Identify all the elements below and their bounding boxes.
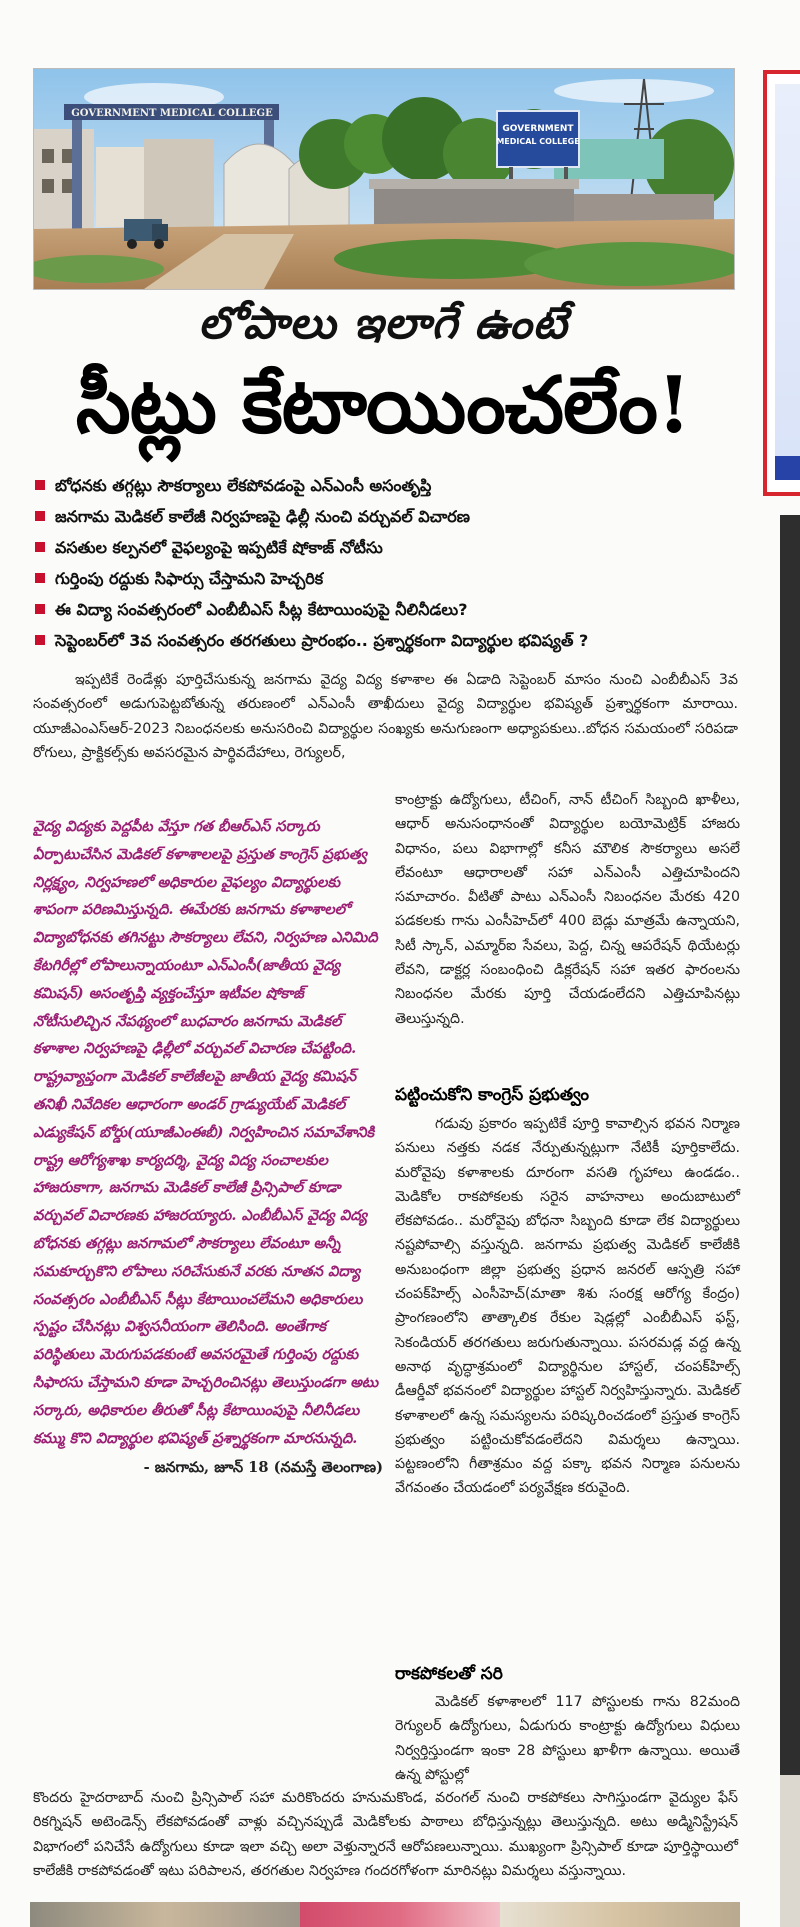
bullet-square-icon [35,542,45,552]
intro-paragraph: ఇప్పటికే రెండేళ్లు పూర్తిచేసుకున్న జనగామ వైద్య విద్య కళాశాల ఈ ఏడాది సెప్టెంబర్‌ మాసం నుంచి ఎంబీబీఎస్‌ 3వ సంవత్సరంలో అడుగుపెట్టబోతున్న తరుణంలో ఎన్‌ఎంసీ తాఖీదులు వైద్య విద్యార్థుల భవిష్యత్‌ ప్రశ్నార్థకంగా మారాయి. యూజీఎంఎస్‌ఆర్‌-2023 నిబంధనలకు అనుసరించి విద్యార్థుల సంఖ్యకు అనుగుణంగా అధ్యాపకులు..బోధన సమయంలో సరిపడా రోగులు, ప్రాక్టికల్స్‌కు అవసరమైన పార్థివదేహాలు, రెగ్యులర్‌, [33,672,738,761]
adjacent-ad-band [775,456,800,480]
closing-paragraph: కొందరు హైదరాబాద్‌ నుంచి ప్రిన్సిపాల్‌ సహా మరికొందరు హనుమకొండ, వరంగల్‌ నుంచి రాకపోకలు సాగిస్తుండగా వైద్యుల ఫేస్‌ రికగ్నిషన్‌ అటెండెన్స్‌ లేకపోవడంతో వాళ్లు వచ్చినప్పుడే మెడికోలకు పాఠాలు బోధిస్తున్నట్లు తెలుస్తున్నది. అటు అడ్మినిస్ట్రేషన్‌ విభాగంలో పనిచేసే ఉద్యోగులు కూడా ఇలా వచ్చి అలా వెళ్తున్నారనే ఆరోపణలున్నాయి. ముఖ్యంగా ప్రిన్సిపాల్‌ కూడా పూర్తిస్థాయిలో కాలేజీకి రాకపోవడంతో ఇటు పరిపాలన, తరగతుల నిర్వహణ గందరగోళంగా మారినట్లు విమర్శలు వస్తున్నాయి. [33,1790,738,1879]
next-photo-3 [500,1902,740,1927]
highlight-item: వసతుల కల్పనలో వైఫల్యంపై ఇప్పటికే షోకాజ్‌ నోటీసు [33,532,743,563]
adjacent-ad-frame [763,70,800,496]
left-column-highlight [33,813,383,1482]
adjacent-photo-strip [780,1775,800,1927]
adjacent-column-strip [780,515,800,1775]
next-article-photo-strip [0,1898,780,1927]
highlight-item: గుర్తింపు రద్దుకు సిఫార్సు చేస్తామని హెచ్చరిక [33,563,743,594]
bullet-square-icon [35,480,45,490]
section-congress-govt: గడువు ప్రకారం ఇప్పటికే పూర్తి కావాల్సిన భవన నిర్మాణ పనులు నత్తకు నడక నేర్పుతున్నట్లుగా నేటికీ పూర్తికాలేదు. మరోవైపు కళాశాలకు దూరంగా వసతి గృహాలు ఉండడం.. మెడికోల రాకపోకలకు సరైన వాహనాలు అందుబాటులో లేకపోవడం.. మరోవైపు బోధనా సిబ్బంది కూడా లేక విద్యార్థులు నష్టపోవాల్సి వస్తున్నది. జనగామ ప్రభుత్వ మెడికల్‌ కాలేజీకి అనుబంధంగా జిల్లా ప్రభుత్వ ప్రధాన జనరల్‌ ఆస్పత్రి సహా చంపక్‌హిల్స్‌ ఎంసీహెచ్‌(మాతా శిశు సంరక్ష ఆరోగ్య కేంద్రం) ప్రాంగణంలోని తాత్కాలిక రేకుల షెడ్లల్లో ఎంబీబీఎస్‌ ఫస్ట్‌, సెకండియర్‌ తరగతులు జరుగుతున్నాయి. పసరమడ్ల వద్ద ఉన్న అనాథ వృద్ధాశ్రమంలో విద్యార్థినుల హాస్టల్‌, చంపక్‌హిల్స్‌ డీఆర్డీవో భవనంలో విద్యార్థుల హాస్టల్‌ నిర్వహిస్తున్నారు. మెడికల్‌ కళాశాలలో ఉన్న సమస్యలను పరిష్కరించడంలో ప్రస్తుత కాంగ్రెస్‌ ప్రభుత్వం పట్టించుకోవడంలేదని విమర్శలు ఉన్నాయి. పట్టణంలోని గీతాశ్రమం వద్ద పక్కా భవన నిర్మాణ పనులను వేగవంతం చేయడంలో పర్యవేక్షణ కరువైంది. [395,1116,740,1497]
college-photo [33,68,735,290]
section-commute: మెడికల్‌ కళాశాలలో 117 పోస్టులకు గాను 82మంది రెగ్యులర్‌ ఉద్యోగులు, ఏడుగురు కాంట్రాక్టు ఉద్యోగులు విధులు నిర్వర్తిస్తుండగా ఇంకా 28 పోస్టులు ఖాళీగా ఉన్నాయి. అయితే ఉన్న పోస్టుల్లో [395,1694,740,1783]
bullet-square-icon [35,511,45,521]
next-photo-2 [300,1902,500,1927]
headline-kicker: లోపాలు ఇలాగే ఉంటే [198,298,568,349]
highlight-item: సెప్టెంబర్‌లో 3వ సంవత్సరం తరగతులు ప్రారంభం.. ప్రశ్నార్థకంగా విద్యార్థుల భవిష్యత్‌ ? [33,625,743,656]
next-photo-1 [30,1902,300,1927]
highlights-list [33,470,743,656]
bullet-square-icon [35,573,45,583]
subheading-congress-govt: పట్టించుకోని కాంగ్రెస్‌ ప్రభుత్వం [395,1085,590,1105]
highlight-item: బోధనకు తగ్గట్లు సౌకర్యాలు లేకపోవడంపై ఎన్‌ఎంసీ అసంతృప్తి [33,470,743,501]
board-text-line1: GOVERNMENT [502,124,574,134]
highlight-item: ఈ విద్యా సంవత్సరంలో ఎంబీబీఎస్‌ సీట్ల కేటాయింపుపై నీలినీడలు? [33,594,743,625]
main-headline: సీట్లు కేటాయించలేం! [75,360,691,451]
gate-sign-text: GOVERNMENT MEDICAL COLLEGE [71,108,273,119]
byline: - జనగామ, జూన్‌ 18 (నమస్తే తెలంగాణ) [143,1459,383,1477]
bullet-square-icon [35,604,45,614]
subheading-commute: రాకపోకలతో సరి [395,1664,503,1684]
highlight-item: జనగామ మెడికల్‌ కాలేజీ నిర్వహణపై ఢిల్లీ నుంచి వర్చువల్‌ విచారణ [33,501,743,532]
bullet-square-icon [35,635,45,645]
left-column-text: వైద్య విద్యకు పెద్దపీట వేస్తూ గత బీఆర్‌ఎస్‌ సర్కారు ఏర్పాటుచేసిన మెడికల్‌ కళాశాలలపై ప్రస్తుత కాంగ్రెస్‌ ప్రభుత్వ నిర్లక్ష్యం, నిర్వహణలో అధికారుల వైఫల్యం విద్యార్థులకు శాపంగా పరిణమిస్తున్నది. ఈమేరకు జనగామ కళాశాలలో విద్యాబోధనకు తగినట్టు సౌకర్యాలు లేవని, నిర్వహణ ఎనిమిది కేటగిరీల్లో లోపాలున్నాయంటూ ఎన్‌ఎంసీ(జాతీయ వైద్య కమిషన్‌) అసంతృప్తి వ్యక్తంచేస్తూ ఇటీవల షోకాజ్‌ నోటీసులిచ్చిన నేపథ్యంలో బుధవారం జనగామ మెడికల్‌ కళాశాల నిర్వహణపై ఢిల్లీలో వర్చువల్‌ విచారణ చేపట్టింది. రాష్ట్రవ్యాప్తంగా మెడికల్‌ కాలేజీలపై జాతీయ వైద్య కమిషన్‌ తనిఖీ నివేదికల ఆధారంగా అండర్‌ గ్రాడ్యుయేట్‌ మెడికల్‌ ఎడ్యుకేషన్‌ బోర్డు(యూజీఎంఈబీ) నిర్వహించిన సమావేశానికి రాష్ట్ర ఆరోగ్యశాఖ కార్యదర్శి, వైద్య విద్య సంచాలకుల హాజరుకాగా, జనగామ మెడికల్‌ కాలేజీ ప్రిన్సిపాల్‌ కూడా వర్చువల్‌ విచారణకు హాజరయ్యారు. ఎంబీబీఎస్‌ వైద్య విద్య బోధనకు తగ్గట్లు జనగామలో సౌకర్యాలు లేవంటూ అన్నీ సమకూర్చుకొని లోపాలు సరిచేసుకునే వరకు నూతన విద్యా సంవత్సరం ఎంబీబీఎస్‌ సీట్లు కేటాయించలేమని అధికారులు స్పష్టం చేసినట్లు విశ్వసనీయంగా తెలిసింది. అంతేగాక పరిస్థితులు మెరుగుపడకుంటే అవసరమైతే గుర్తింపు రద్దుకు సిఫారసు చేస్తామని కూడా హెచ్చరించినట్లు తెలుస్తుండగా అటు సర్కారు, అధికారుల తీరుతో సీట్ల కేటాయింపుపై నీలినీడలు కమ్ము కొని విద్యార్థుల భవిష్యత్‌ ప్రశ్నార్థకంగా మారనున్నది. [33,818,379,1447]
right-column-paragraph: కాంట్రాక్టు ఉద్యోగులు, టీచింగ్‌, నాన్‌ టీచింగ్‌ సిబ్బంది ఖాళీలు, ఆధార్‌ అనుసంధానంతో విద్యార్థుల బయోమెట్రిక్‌ హాజరు విధానం, పలు విభాగాల్లో కనీస మౌలిక సౌకర్యాలు అసలే లేవంటూ ఆధారాలతో సహా ఎన్‌ఎంసీ ఎత్తిచూపిందని సమాచారం. వీటితో పాటు ఎన్‌ఎంసీ నిబంధనల మేరకు 420 పడకలకు గాను ఎంసీహెచ్‌లో 400 బెడ్లు మాత్రమే ఉన్నాయని, సిటీ స్కాన్‌, ఎమ్మార్‌ఐ సేవలు, పెద్ద, చిన్న ఆపరేషన్‌ థియేటర్లు లేవని, డాక్టర్ల సంబంధించి డిక్లరేషన్‌ సహా ఇతర ఫారంలను నిబంధనల మేరకు పూర్తి చేయడంలేదని ఎత్తిచూపినట్లు తెలుస్తున్నది. [395,792,740,1027]
board-text-line2: MEDICAL COLLEGE [496,137,580,146]
adjacent-ad-panel [775,84,800,480]
